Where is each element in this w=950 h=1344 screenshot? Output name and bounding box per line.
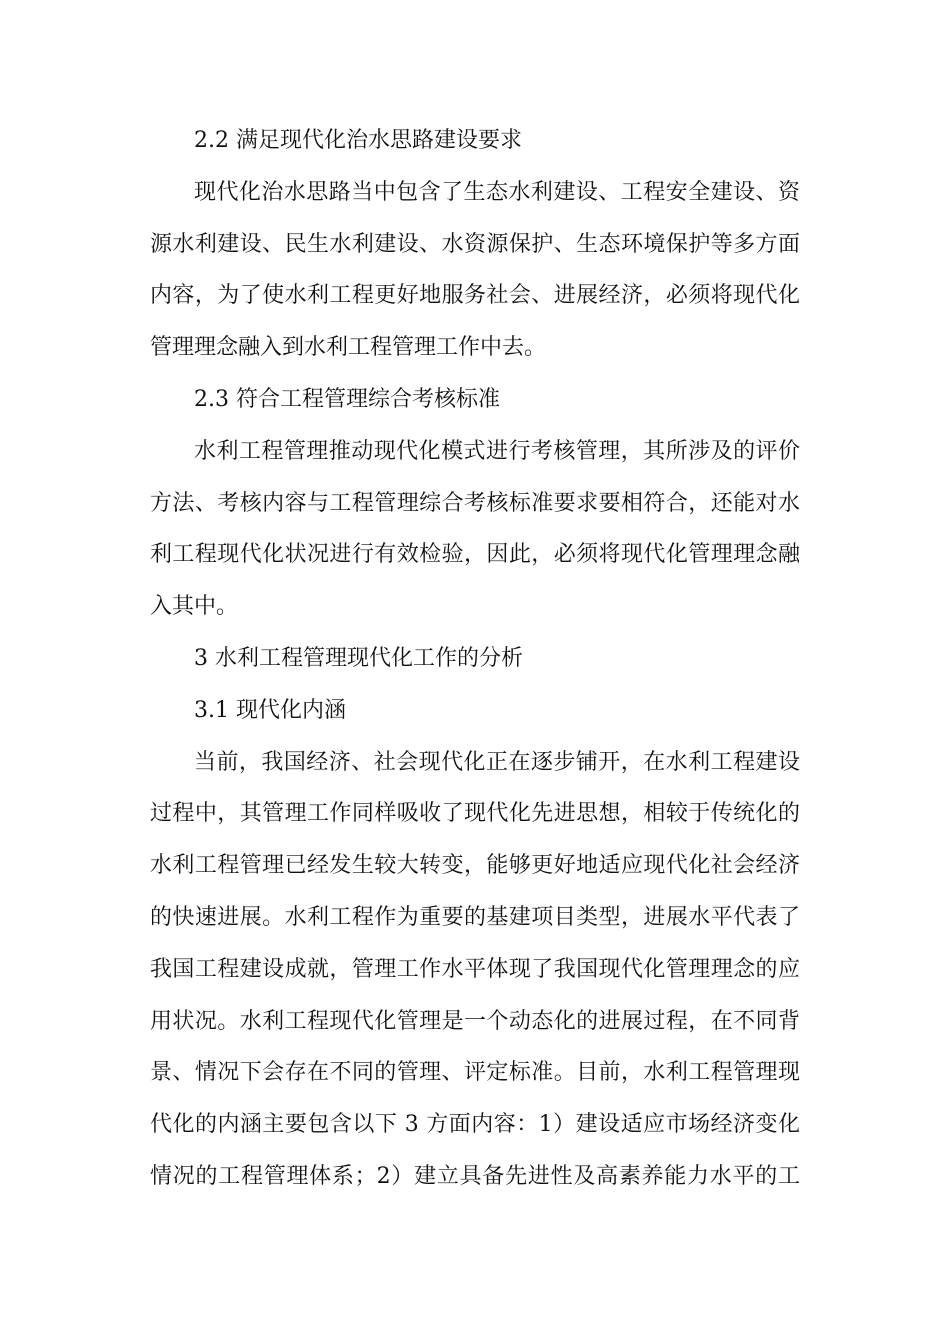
section-heading-3-1: 3.1 现代化内涵 [194, 697, 346, 723]
paragraph-line: 内容，为了使水利工程更好地服务社会、进展经济，必须将现代化 [150, 283, 800, 309]
paragraph-line: 当前，我国经济、社会现代化正在逐步铺开，在水利工程建设 [194, 749, 800, 775]
paragraph-line: 过程中，其管理工作同样吸收了现代化先进思想，相较于传统化的 [150, 801, 800, 827]
paragraph-line: 入其中。 [150, 594, 239, 620]
paragraph-line: 用状况。水利工程现代化管理是一个动态化的进展过程，在不同背 [150, 1008, 800, 1034]
paragraph-2-3 [150, 426, 800, 633]
paragraph-line: 现代化治水思路当中包含了生态水利建设、工程安全建设、资 [194, 179, 800, 205]
paragraph-2-2 [150, 167, 800, 374]
paragraph-line: 方法、考核内容与工程管理综合考核标准要求要相符合，还能对水 [150, 490, 800, 516]
paragraph-line: 的快速进展。水利工程作为重要的基建项目类型，进展水平代表了 [150, 904, 800, 930]
paragraph-line: 管理理念融入到水利工程管理工作中去。 [150, 335, 547, 361]
paragraph-line: 代化的内涵主要包含以下 3 方面内容：1）建设适应市场经济变化 [150, 1112, 800, 1138]
paragraph-line: 景、情况下会存在不同的管理、评定标准。目前，水利工程管理现 [150, 1060, 800, 1086]
paragraph-3-1 [150, 737, 800, 1203]
paragraph-line: 利工程现代化状况进行有效检验，因此，必须将现代化管理理念融 [150, 542, 800, 568]
paragraph-line: 源水利建设、民生水利建设、水资源保护、生态环境保护等多方面 [150, 231, 800, 257]
section-heading-2-2: 2.2 满足现代化治水思路建设要求 [194, 128, 522, 153]
section-heading-3: 3 水利工程管理现代化工作的分析 [194, 645, 523, 671]
paragraph-line: 我国工程建设成就，管理工作水平体现了我国现代化管理理念的应 [150, 956, 800, 982]
paragraph-line: 水利工程管理已经发生较大转变，能够更好地适应现代化社会经济 [150, 853, 800, 879]
paragraph-line: 水利工程管理推动现代化模式进行考核管理，其所涉及的评价 [194, 438, 800, 464]
document-body [150, 115, 800, 1203]
paragraph-line: 情况的工程管理体系；2）建立具备先进性及高素养能力水平的工 [150, 1163, 800, 1189]
section-heading-2-3: 2.3 符合工程管理综合考核标准 [194, 386, 500, 412]
